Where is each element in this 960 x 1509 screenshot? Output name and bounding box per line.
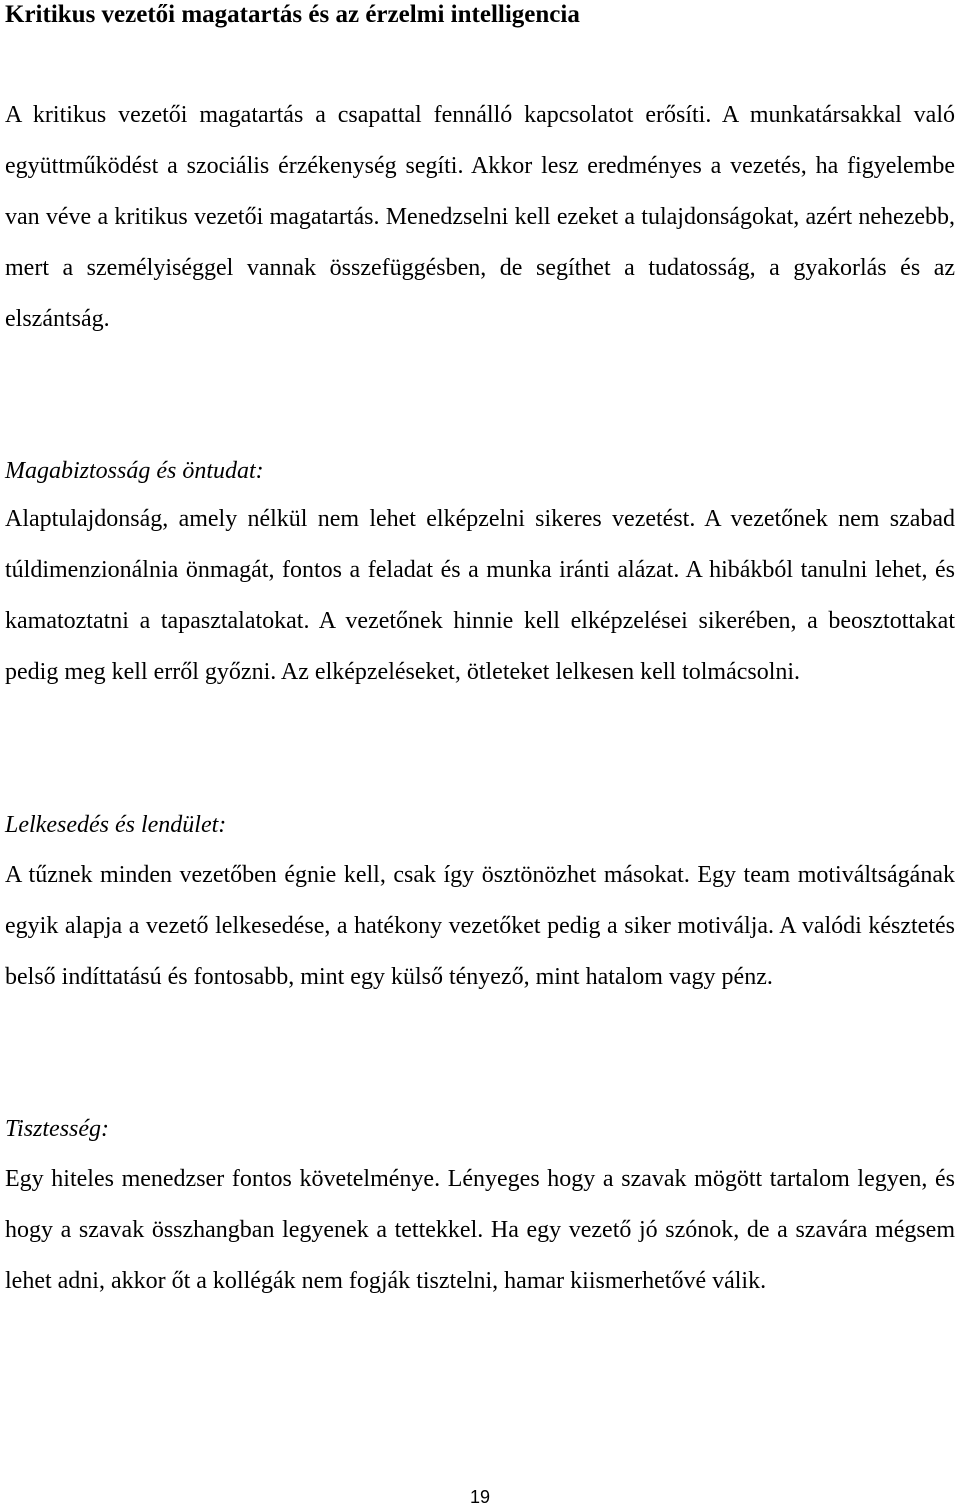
- section-heading-lelkesedes: Lelkesedés és lendület:: [5, 812, 227, 838]
- section-text-tisztesseg: Egy hiteles menedzser fontos követelménye. Lényeges hogy a szavak mögött tartalom legyen, és hogy a szavak összhangban legyenek a tettekkel. Ha egy vezető jó szónok, de a szavára mégsem lehet adni, akkor őt a kollégák nem fogják tisztelni, hamar kiismerhetővé válik.: [5, 1166, 955, 1294]
- section-heading-tisztesseg: Tisztesség:: [5, 1116, 110, 1142]
- section-text-lelkesedes: A tűznek minden vezetőben égnie kell, csak így ösztönözhet másokat. Egy team motiváltságának egyik alapja a vezető lelkesedése, a hatékony vezetőket pedig a siker motiválja. A valódi késztetés belső indíttatású és fontosabb, mint egy külső tényező, mint hatalom vagy pénz.: [5, 862, 955, 990]
- section-heading-magabiztossag: Magabiztosság és öntudat:: [5, 458, 264, 484]
- intro-paragraph: A kritikus vezetői magatartás a csapattal fennálló kapcsolatot erősíti. A munkatársakkal való együttműködést a szociális érzékenység segíti. Akkor lesz eredményes a vezetés, ha figyelembe van véve a kritikus vezetői magatartás. Menedzselni kell ezeket a tulajdonságokat, azért nehezebb, mert a személyiséggel vannak összefüggésben, de segíthet a tudatosság, a gyakorlás és az elszántság.: [5, 102, 955, 332]
- page-number: 19: [469, 1487, 491, 1507]
- section-text-magabiztossag: Alaptulajdonság, amely nélkül nem lehet elképzelni sikeres vezetést. A vezetőnek nem szabad túldimenzionálnia önmagát, fontos a feladat és a munka iránti alázat. A hibákból tanulni lehet, és kamatoztatni a tapasztalatokat. A vezetőnek hinnie kell elképzelései sikerében, a beosztottakat pedig meg kell erről győzni. Az elképzeléseket, ötleteket lelkesen kell tolmácsolni.: [5, 506, 955, 685]
- document-title: Kritikus vezetői magatartás és az érzelmi intelligencia: [5, 1, 580, 28]
